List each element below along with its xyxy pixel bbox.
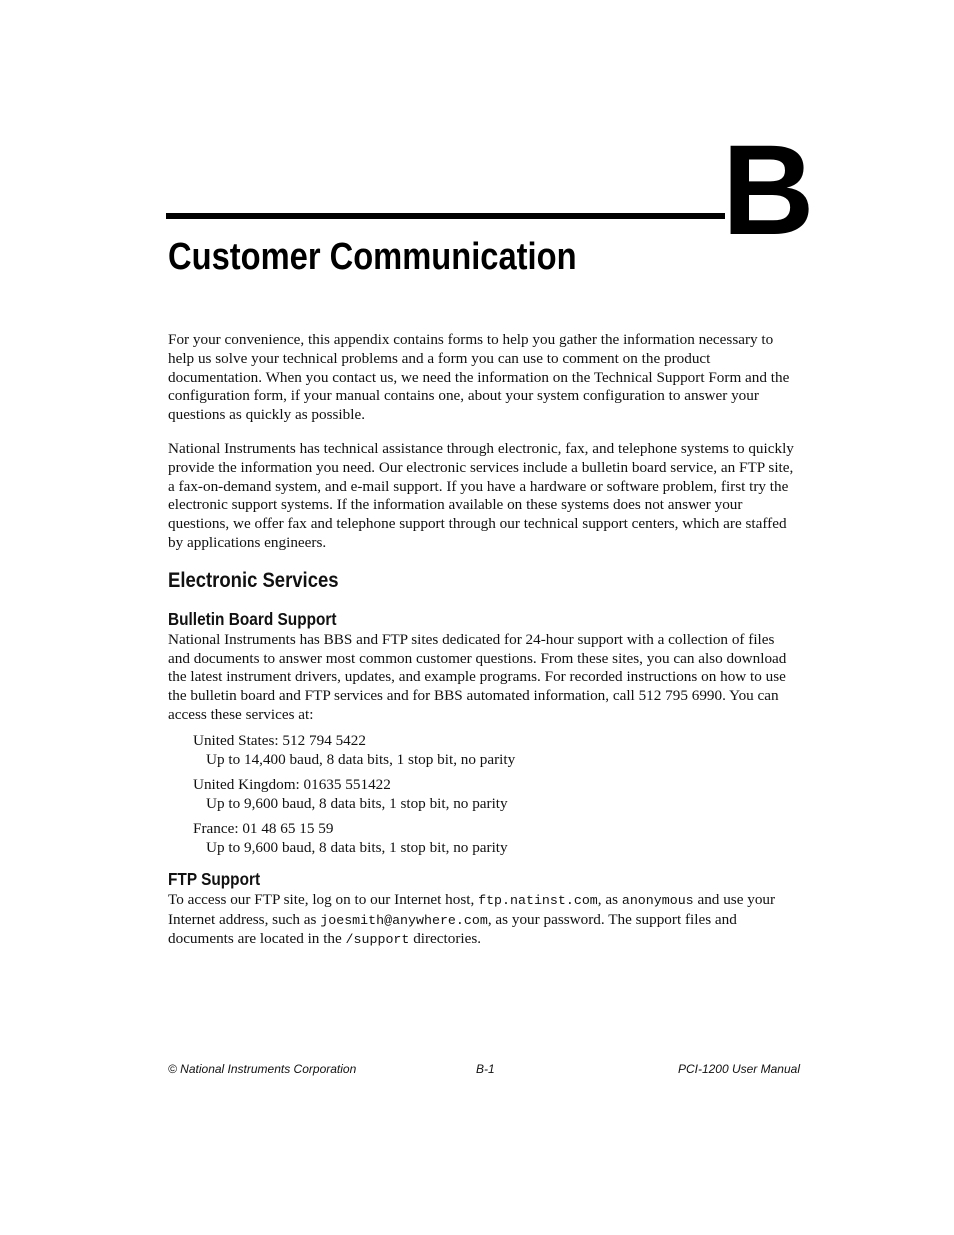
site-detail: Up to 14,400 baud, 8 data bits, 1 stop bit, no parity (206, 750, 516, 768)
ftp-text-2: , as (597, 890, 622, 908)
site-name: United States: 512 794 5422 (193, 731, 366, 749)
section-heading-electronic-services: Electronic Services (168, 568, 339, 592)
intro-paragraph-2: National Instruments has technical assistance through electronic, fax, and telephone systems to quickly provide the information you need. Our electronic services include a bulletin board service, an FTP site, a fax-on-demand system, and e-mail support. If you have a hardware or software problem, first try the electronic support systems. If the information available on these systems does not answer your questions, we offer fax and telephone support through our technical support centers, which are staffed by applications engineers. (168, 439, 794, 551)
site-name: United Kingdom: 01635 551422 (193, 775, 391, 793)
ftp-user: anonymous (621, 892, 694, 908)
intro-paragraph-1: For your convenience, this appendix contains forms to help you gather the information necessary to help us solve your technical problems and a form you can use to comment on the product documentation. When you contact us, we need the information on the Technical Support Form and the configuration form, if your manual contains one, about your system configuration to answer your questions as quickly as possible. (168, 331, 790, 424)
ftp-dir: /support (345, 932, 410, 948)
footer-page-number: B-1 (476, 1062, 495, 1076)
site-detail: Up to 9,600 baud, 8 data bits, 1 stop bit, no parity (206, 794, 508, 812)
ftp-text-1: To access our FTP site, log on to our Internet host, (168, 890, 479, 908)
bbs-site-uk (193, 775, 798, 813)
chapter-letter: B (722, 119, 813, 262)
subsection-heading-ftp: FTP Support (168, 868, 261, 889)
ftp-paragraph (168, 891, 798, 950)
ftp-text-5: directories. (409, 930, 482, 948)
chapter-title: Customer Communication (168, 236, 577, 278)
site-detail: Up to 9,600 baud, 8 data bits, 1 stop bit, no parity (206, 838, 508, 856)
chapter-rule (166, 213, 725, 219)
site-name: France: 01 48 65 15 59 (193, 819, 334, 837)
ftp-text-3: and use your Internet address, such as (168, 890, 776, 928)
ftp-text-4: , as your password. The support files and documents are located in the (168, 910, 737, 948)
body-content (168, 331, 798, 950)
bbs-site-france (193, 819, 798, 857)
ftp-email: joesmith@anywhere.com (320, 912, 488, 928)
ftp-host: ftp.natinst.com (478, 892, 598, 908)
footer-copyright: © National Instruments Corporation (168, 1062, 357, 1076)
subsection-heading-bbs: Bulletin Board Support (168, 608, 337, 629)
bbs-paragraph: National Instruments has BBS and FTP sites dedicated for 24-hour support with a collection of files and documents to answer most common customer questions. From these sites, you can also download the latest instrument drivers, updates, and example programs. For recorded instructions on how to use the bulletin board and FTP services and for BBS automated information, call 512 795 6990. You can access these services at: (168, 630, 787, 723)
footer-manual-title: PCI-1200 User Manual (677, 1062, 800, 1076)
bbs-site-us (193, 731, 798, 769)
